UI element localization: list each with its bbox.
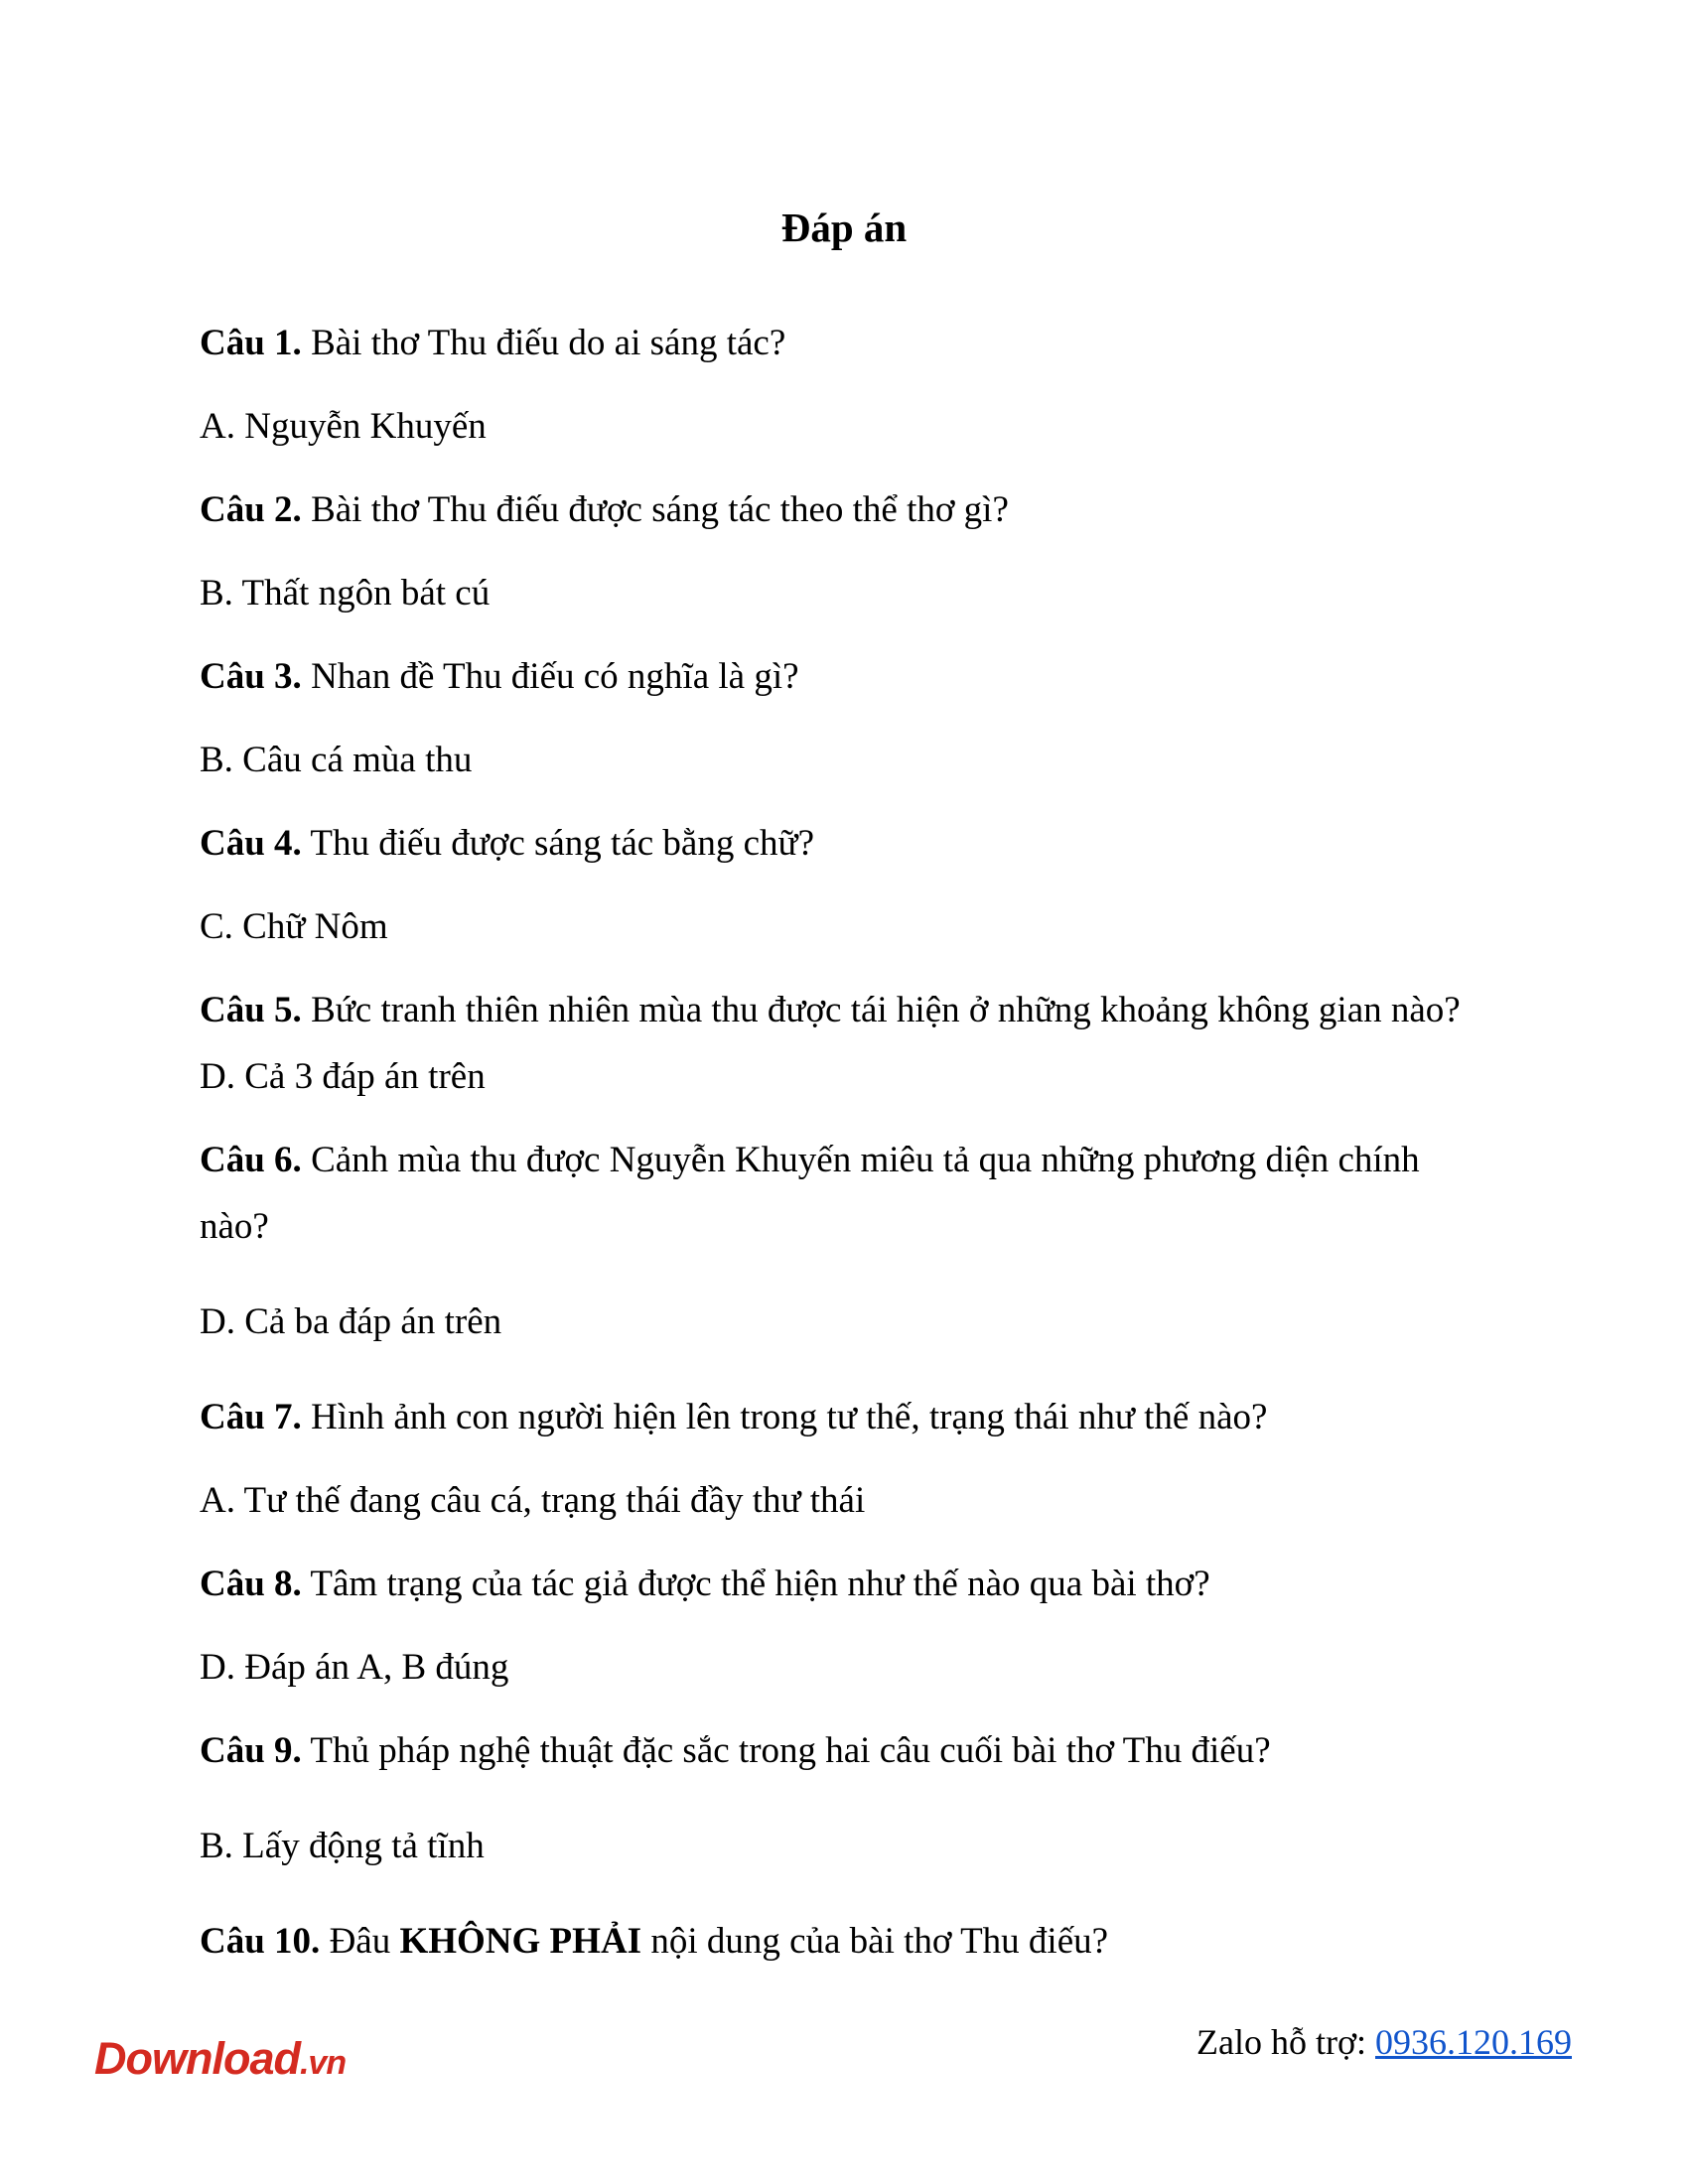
question-text-pre: Đâu	[320, 1921, 400, 1962]
question-text-emphasis: KHÔNG PHẢI	[399, 1921, 642, 1962]
question-6-continuation: nào?	[200, 1206, 269, 1247]
question-label: Câu 10.	[200, 1921, 321, 1962]
answer-5: D. Cả 3 đáp án trên	[200, 1056, 486, 1097]
question-text: Thủ pháp nghệ thuật đặc sắc trong hai câu cuối bài thơ Thu điếu?	[301, 1730, 1271, 1771]
question-4	[200, 821, 814, 867]
answer-2: B. Thất ngôn bát cú	[200, 573, 491, 614]
question-text: Bài thơ Thu điếu được sáng tác theo thể thơ gì?	[301, 489, 1009, 530]
question-label: Câu 8.	[200, 1564, 302, 1604]
support-label: Zalo hỗ trợ:	[1196, 2022, 1375, 2062]
question-3	[200, 654, 799, 700]
question-label: Câu 6.	[200, 1140, 302, 1180]
question-text: Nhan đề Thu điếu có nghĩa là gì?	[301, 656, 799, 697]
question-label: Câu 3.	[200, 656, 302, 697]
question-label: Câu 5.	[200, 990, 302, 1030]
answer-4: C. Chữ Nôm	[200, 906, 388, 947]
question-5	[200, 988, 1461, 1033]
question-text: Tâm trạng của tác giả được thể hiện như thế nào qua bài thơ?	[301, 1564, 1210, 1604]
question-6	[200, 1138, 1420, 1183]
question-label: Câu 7.	[200, 1397, 302, 1437]
question-label: Câu 2.	[200, 489, 302, 530]
question-text: Hình ảnh con người hiện lên trong tư thế, trạng thái như thế nào?	[301, 1397, 1268, 1437]
question-text: Bức tranh thiên nhiên mùa thu được tái hiện ở những khoảng không gian nào?	[301, 990, 1461, 1030]
question-9	[200, 1728, 1271, 1774]
question-7	[200, 1395, 1267, 1440]
download-logo[interactable]	[94, 2033, 346, 2085]
question-2	[200, 487, 1009, 533]
answer-6: D. Cả ba đáp án trên	[200, 1301, 502, 1342]
question-8	[200, 1562, 1210, 1607]
support-contact	[1196, 2021, 1572, 2063]
support-phone-link[interactable]: 0936.120.169	[1375, 2022, 1572, 2062]
page-title: Đáp án	[780, 205, 908, 250]
question-text-post: nội dung của bài thơ Thu điếu?	[641, 1921, 1109, 1962]
question-text: Thu điếu được sáng tác bằng chữ?	[301, 823, 815, 864]
question-10	[200, 1919, 1108, 1965]
logo-main: Download	[94, 2033, 300, 2084]
question-1	[200, 321, 785, 366]
answer-9: B. Lấy động tả tĩnh	[200, 1826, 485, 1866]
question-text: Cảnh mùa thu được Nguyễn Khuyến miêu tả qua những phương diện chính	[301, 1140, 1420, 1180]
question-label: Câu 4.	[200, 823, 302, 864]
answer-3: B. Câu cá mùa thu	[200, 740, 473, 780]
answer-8: D. Đáp án A, B đúng	[200, 1647, 509, 1688]
question-label: Câu 9.	[200, 1730, 302, 1771]
logo-suffix: .vn	[299, 2044, 347, 2082]
question-label: Câu 1.	[200, 323, 302, 363]
answer-1: A. Nguyễn Khuyến	[200, 406, 487, 447]
answer-7: A. Tư thế đang câu cá, trạng thái đầy thư thái	[200, 1480, 866, 1521]
question-text: Bài thơ Thu điếu do ai sáng tác?	[301, 323, 786, 363]
